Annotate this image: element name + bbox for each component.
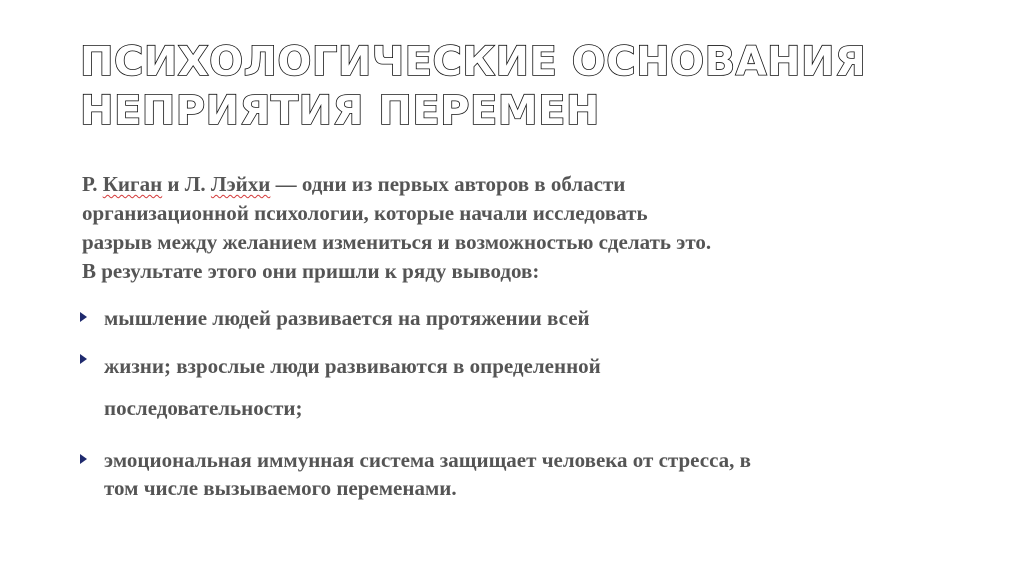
- bullet-arrow-icon: [80, 354, 87, 364]
- bullet-text: мышление людей развивается на протяжении всей: [104, 306, 590, 330]
- intro-text: Р.: [82, 172, 103, 196]
- bullet-item-2: [80, 346, 601, 421]
- title-line-1: ПСИХОЛОГИЧЕСКИЕ ОСНОВАНИЯ: [80, 39, 867, 85]
- bullet-text: жизни; взрослые люди развиваются в определенной: [104, 354, 601, 378]
- intro-paragraph: [82, 170, 882, 286]
- bullet-text-continued: том числе вызываемого переменами.: [104, 476, 457, 500]
- intro-line-4: В результате этого они пришли к ряду выводов:: [82, 259, 540, 283]
- title-line-2: НЕПРИЯТИЯ ПЕРЕМЕН: [80, 88, 600, 134]
- bullet-arrow-icon: [80, 454, 87, 464]
- intro-line-2: организационной психологии, которые начали исследовать: [82, 201, 648, 225]
- intro-text: — одни из первых авторов в области: [270, 172, 626, 196]
- author-name-lahey: Лэйхи: [210, 172, 271, 196]
- intro-line-3: разрыв между желанием измениться и возможностью сделать это.: [82, 230, 712, 254]
- bullet-text-continued: последовательности;: [104, 396, 303, 420]
- intro-text: и Л.: [162, 172, 211, 196]
- intro-line-1: [82, 170, 882, 199]
- bullet-arrow-icon: [80, 312, 87, 322]
- bullet-text: эмоциональная иммунная система защищает человека от стресса, в: [104, 448, 751, 472]
- slide-title: [80, 38, 866, 136]
- bullet-item-3: [80, 446, 751, 502]
- author-name-kegan: Киган: [102, 172, 163, 196]
- bullet-item-1: [80, 304, 590, 332]
